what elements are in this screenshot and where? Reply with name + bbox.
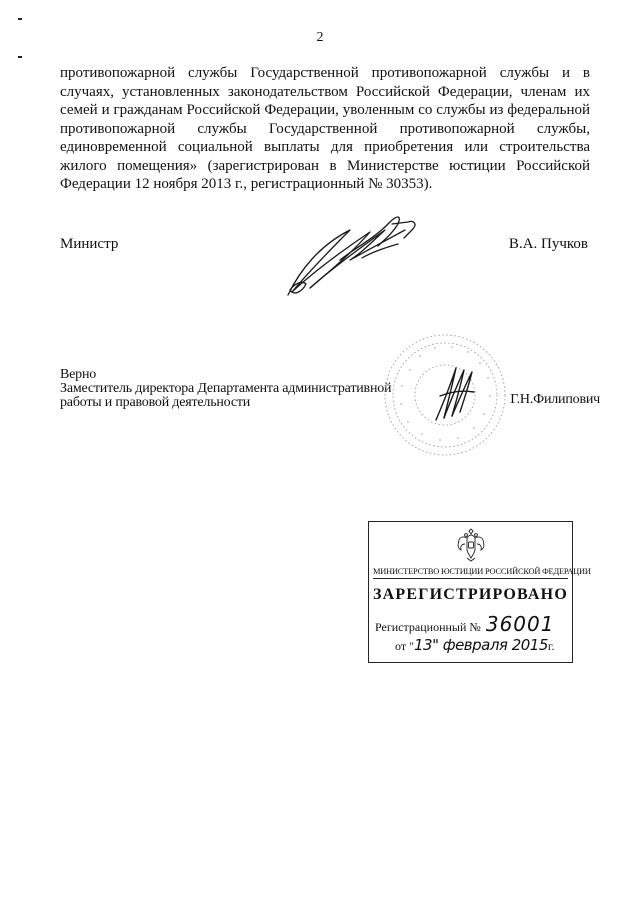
certifier-position-line2: работы и правовой деятельности bbox=[60, 395, 251, 410]
stamp-registration-date bbox=[395, 636, 554, 654]
stamp-registration-number bbox=[375, 612, 554, 636]
body-line: единовременной социальной выплаты для приобретения или строительства bbox=[60, 139, 590, 155]
signer-name: В.А. Пучков bbox=[508, 236, 588, 252]
stamp-heading: ЗАРЕГИСТРИРОВАНО bbox=[373, 586, 568, 603]
margin-mark bbox=[18, 18, 22, 20]
certifier-position-line1: Заместитель директора Департамента административной bbox=[60, 381, 392, 396]
body-line: семей и гражданам Российской Федерации, уволенным со службы из федеральной bbox=[60, 102, 590, 118]
page-number: 2 bbox=[316, 30, 324, 45]
stamp-date-value: 13" февраля 2015 bbox=[413, 636, 548, 654]
stamp-date-suffix: г. bbox=[547, 639, 555, 653]
certifier-name: Г.Н.Филипович bbox=[510, 392, 600, 407]
verno-label: Верно bbox=[60, 367, 97, 382]
body-line: жилого помещения» (зарегистрирован в Министерстве юстиции Российской bbox=[60, 157, 590, 174]
double-headed-eagle-emblem-icon bbox=[455, 528, 487, 562]
certification-block bbox=[60, 368, 391, 410]
stamp-number-label: Регистрационный № bbox=[375, 620, 481, 634]
stamp-date-prefix: от " bbox=[395, 639, 414, 653]
body-line: противопожарной службы Государственной противопожарной службы и в bbox=[60, 65, 590, 81]
body-line: Федерации 12 ноября 2013 г., регистрационный № 30353). bbox=[60, 176, 433, 192]
minister-signature-icon bbox=[280, 200, 430, 305]
stamp-number-value: 36001 bbox=[485, 612, 555, 636]
registration-stamp bbox=[368, 521, 591, 663]
signer-title: Министр bbox=[60, 236, 119, 252]
body-line: противопожарной службы Государственной противопожарной службы, bbox=[60, 120, 590, 137]
certifier-signature-icon bbox=[430, 362, 480, 424]
body-paragraph bbox=[60, 64, 590, 194]
margin-mark bbox=[18, 56, 22, 58]
body-line: случаях, установленных законодательством Российской Федерации, членам их bbox=[60, 83, 590, 100]
stamp-ministry-name: МИНИСТЕРСТВО ЮСТИЦИИ РОССИЙСКОЙ ФЕДЕРАЦИИ bbox=[373, 567, 568, 579]
